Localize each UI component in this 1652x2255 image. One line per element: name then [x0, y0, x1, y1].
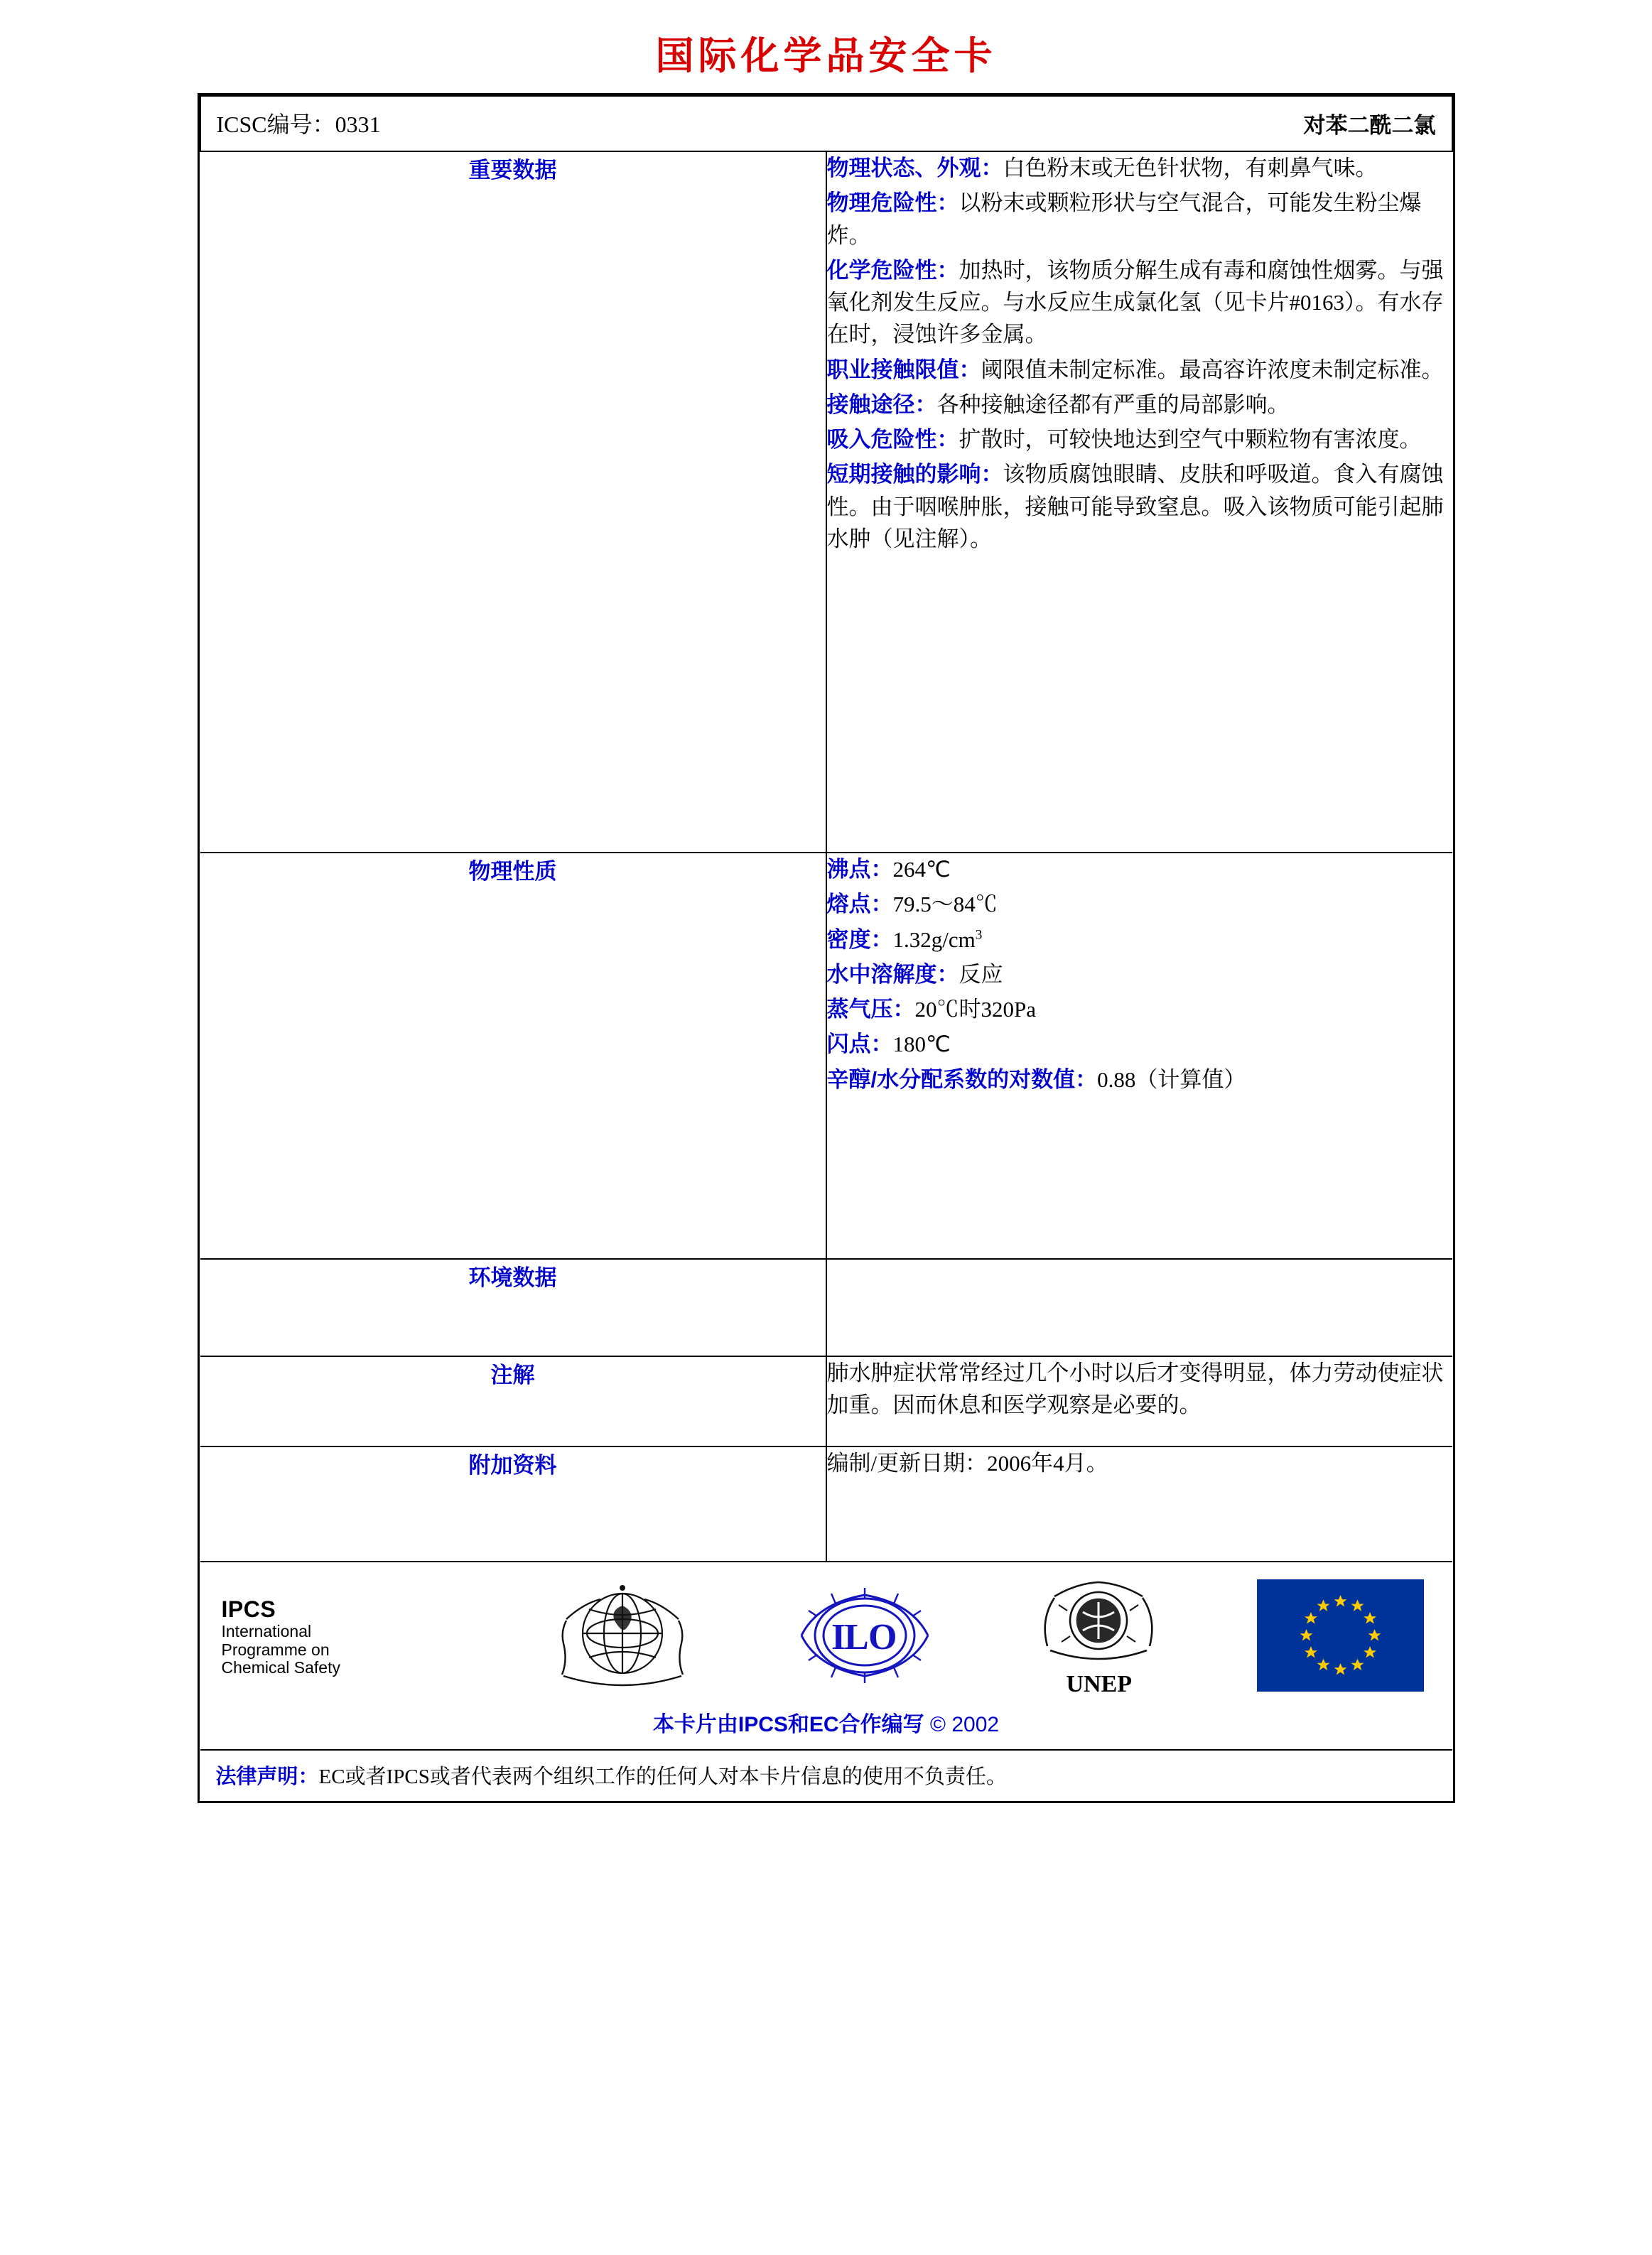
page-title: 国际化学品安全卡: [655, 35, 997, 77]
card-header-cell: [200, 96, 1452, 151]
field-value: 该物质腐蚀眼睛、皮肤和呼吸道。食入有腐蚀性。由于咽喉肿胀，接触可能导致窒息。吸入该物质可能引起肺水肿（见注解）。: [826, 462, 1444, 551]
field-label: 物理危险性：: [826, 190, 959, 216]
field-label: 密度：: [826, 926, 893, 952]
field-value: 1.32g/cm: [892, 926, 976, 952]
data-line: [827, 354, 1452, 386]
data-line: [827, 853, 1452, 885]
data-line: [827, 152, 1452, 184]
ipcs-text-block: [222, 1597, 456, 1677]
card-header-row: [200, 96, 1452, 151]
field-value: 扩散时，可较快地达到空气中颗粒物有害浓度。: [959, 427, 1422, 452]
field-label: 吸入危险性：: [826, 427, 959, 452]
svg-text:O: O: [868, 1617, 897, 1658]
legal-cell: [200, 1750, 1452, 1801]
field-value: 79.5～84℃: [892, 892, 998, 917]
data-line: [827, 958, 1452, 990]
field-label: 职业接触限值：: [826, 357, 981, 382]
data-line: [827, 993, 1452, 1025]
substance-name: 对苯二酰二氯: [1303, 112, 1436, 138]
important-data-label: 重要数据: [200, 151, 826, 853]
who-logo-icon: [548, 1575, 697, 1699]
field-value: 各种接触途径都有严重的局部影响。: [936, 391, 1290, 417]
important-data-content: [826, 151, 1452, 853]
environmental-data-row: [200, 1259, 1452, 1356]
data-line: [827, 389, 1452, 421]
icsc-card: [198, 93, 1455, 1803]
credit-text: 本卡片由IPCS和EC合作编写: [652, 1713, 924, 1736]
additional-info-label: 附加资料: [200, 1446, 826, 1562]
environmental-data-content: [826, 1259, 1452, 1356]
physical-properties-label: 物理性质: [200, 853, 826, 1259]
field-label: 熔点：: [826, 892, 893, 917]
field-label: 蒸气压：: [826, 997, 915, 1022]
data-line: [827, 1028, 1452, 1060]
icsc-number-value: 0331: [335, 112, 381, 137]
field-label: 物理状态、外观：: [826, 156, 1003, 180]
notes-label: 注解: [200, 1356, 826, 1446]
physical-properties-row: [200, 853, 1452, 1259]
svg-text:I: I: [831, 1617, 846, 1658]
environmental-data-label: 环境数据: [200, 1259, 826, 1356]
field-value-exponent: 3: [975, 927, 983, 943]
unep-logo-icon: [1033, 1577, 1165, 1698]
ipcs-line-1: International: [221, 1621, 312, 1640]
field-value: 阈限值未制定标准。最高容许浓度未制定标准。: [981, 357, 1444, 382]
data-line: [827, 1064, 1452, 1096]
field-label: 短期接触的影响：: [826, 462, 1003, 487]
field-value: 白色粉末或无色针状物，有刺鼻气味。: [1003, 156, 1378, 180]
important-data-row: [200, 151, 1452, 853]
field-value: 反应: [959, 961, 1003, 987]
icsc-table: [200, 95, 1453, 1801]
data-line: [827, 187, 1452, 252]
notes-row: [200, 1356, 1452, 1446]
ilo-logo-icon: [789, 1575, 941, 1699]
eu-flag-icon: [1257, 1579, 1424, 1695]
ipcs-abbr: IPCS: [221, 1596, 276, 1622]
data-line: [827, 423, 1452, 455]
notes-content: 肺水肿症状常常经过几个小时以后才变得明显，体力劳动使症状加重。因而休息和医学观察是必要的。: [826, 1356, 1452, 1446]
legal-text: EC或者IPCS或者代表两个组织工作的任何人对本卡片信息的使用不负责任。: [318, 1765, 1007, 1788]
footer-logo-cell: [200, 1562, 1452, 1750]
field-value: 0.88（计算值）: [1097, 1066, 1246, 1092]
field-value: 以粉末或颗粒形状与空气混合，可能发生粉尘爆炸。: [826, 190, 1422, 248]
additional-info-row: [200, 1446, 1452, 1562]
credit-line: [200, 1704, 1452, 1749]
icsc-number-label: ICSC编号：: [216, 112, 335, 137]
legal-label: 法律声明：: [215, 1765, 319, 1788]
ipcs-line-2: Programme on: [221, 1640, 330, 1659]
field-value: 加热时，该物质分解生成有毒和腐蚀性烟雾。与强氧化剂发生反应。与水反应生成氯化氢（见卡片#0163）。有水存在时，浸蚀许多金属。: [826, 257, 1444, 347]
field-label: 化学危险性：: [826, 257, 959, 283]
icsc-number-block: [217, 107, 381, 139]
field-label: 沸点：: [826, 857, 893, 882]
copyright-text: © 2002: [929, 1713, 1000, 1736]
field-label: 闪点：: [826, 1032, 893, 1057]
field-value: 20℃时320Pa: [914, 997, 1036, 1022]
field-value: 264℃: [892, 857, 951, 882]
data-line: [827, 458, 1452, 555]
data-line: [827, 254, 1452, 351]
field-label: 水中溶解度：: [826, 961, 959, 987]
data-line: [827, 888, 1452, 920]
additional-info-content: 编制/更新日期：2006年4月。: [826, 1446, 1452, 1562]
field-label: 接触途径：: [826, 391, 937, 417]
unep-label: UNEP: [1066, 1671, 1133, 1697]
physical-properties-content: [826, 853, 1452, 1259]
legal-row: [200, 1750, 1452, 1801]
field-label: 辛醇/水分配系数的对数值：: [826, 1066, 1098, 1092]
field-value: 180℃: [892, 1032, 951, 1057]
ipcs-line-3: Chemical Safety: [221, 1658, 340, 1677]
footer-logo-row: [200, 1562, 1452, 1750]
svg-text:L: L: [844, 1617, 869, 1658]
data-line: [827, 924, 1452, 956]
